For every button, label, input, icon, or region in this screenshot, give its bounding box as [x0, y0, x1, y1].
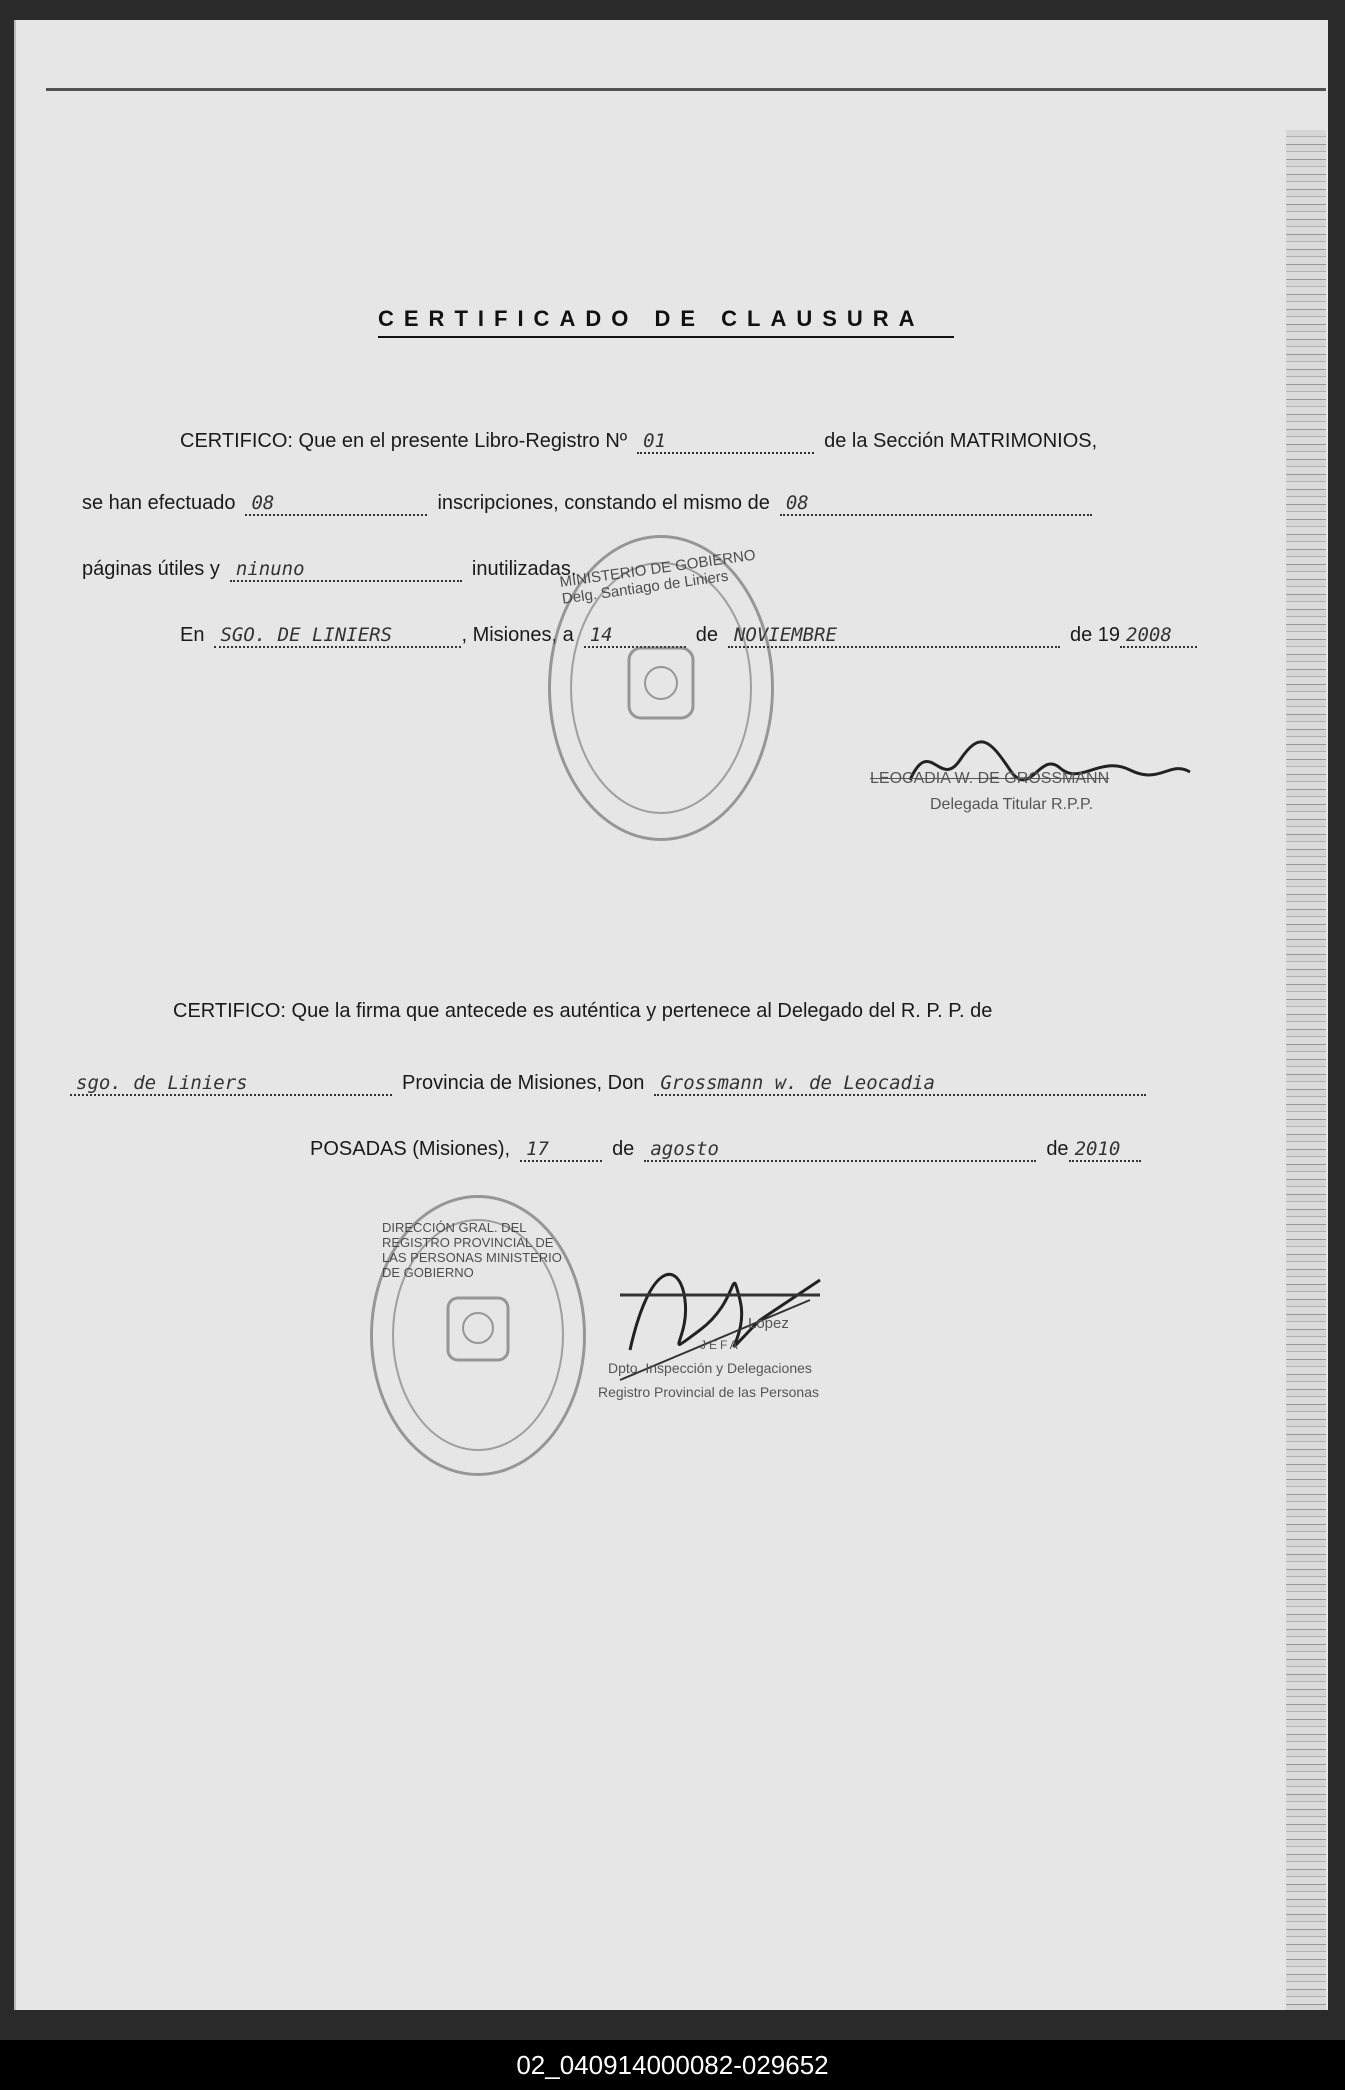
b1-line-1: [180, 430, 1097, 454]
b2-line-2: [70, 1072, 1146, 1096]
inscripciones-count: 08: [245, 492, 427, 516]
delegado-nombre: Grossmann w. de Leocadia: [654, 1072, 1146, 1096]
signer-1-name: LEOCADIA W. DE GROSSMANN: [870, 770, 1110, 787]
libro-number: 01: [637, 430, 814, 454]
b1-l2-prefix: se han efectuado: [82, 492, 236, 514]
mes-1: NOVIEMBRE: [728, 624, 1060, 648]
top-rule: [46, 88, 1326, 91]
b2-l2-middle: Provincia de Misiones, Don: [402, 1072, 645, 1094]
b1-l4-middle2: de: [695, 624, 718, 646]
b1-l4-middle1: , Misiones, a: [461, 624, 574, 646]
paginas-count: 08: [780, 492, 1092, 516]
dia-1: 14: [584, 624, 686, 648]
signer-2-dept-2: Registro Provincial de las Personas: [598, 1384, 819, 1400]
b1-l4-prefix: En: [180, 624, 205, 646]
signer-2-name: López: [748, 1315, 789, 1332]
stamp-2-text: DIRECCIÓN GRAL. DEL REGISTRO PROVINCIAL DE LAS PERSONAS MINISTERIO DE GOBIERNO: [382, 1220, 562, 1280]
b2-line-3: [310, 1138, 1141, 1162]
b1-l3-suffix: inutilizadas.: [471, 558, 577, 580]
stamp-1-text: MINISTERIO DE GOBIERNO Delg. Santiago de Liniers: [558, 546, 757, 608]
b1-line-2: [82, 492, 1092, 516]
b1-l1-suffix: de la Sección MATRIMONIOS,: [824, 430, 1098, 452]
b1-line-3: [82, 558, 576, 582]
document-title: CERTIFICADO DE CLAUSURA: [378, 306, 954, 338]
signer-2-title: JEFA: [700, 1338, 741, 1352]
b1-l2-middle: inscripciones, constando el mismo de: [437, 492, 770, 514]
dia-2: 17: [520, 1138, 602, 1162]
inutilizadas-count: ninuno: [230, 558, 462, 582]
b1-l4-middle3: de 19: [1069, 624, 1121, 646]
handwritten-signature-1: [900, 730, 1200, 800]
signer-2-dept-1: Dpto. Inspección y Delegaciones: [608, 1360, 812, 1376]
anio-1: 2008: [1120, 624, 1197, 648]
lugar-1: SGO. DE LINIERS: [214, 624, 461, 648]
scan-id-footer: 02_040914000082-029652: [0, 2040, 1345, 2090]
lugar-2: sgo. de Liniers: [70, 1072, 392, 1096]
binding-edge: [1286, 130, 1326, 2010]
b2-l3-suffix: de: [1046, 1138, 1069, 1160]
b1-l1-prefix: CERTIFICO: Que en el presente Libro-Registro Nº: [180, 430, 628, 452]
b2-l3-prefix: POSADAS (Misiones),: [310, 1138, 511, 1160]
anio-2: 2010: [1069, 1138, 1141, 1162]
mes-2: agosto: [644, 1138, 1036, 1162]
b2-line-1: [173, 1000, 992, 1023]
b2-l1: CERTIFICO: Que la firma que antecede es auténtica y pertenece al Delegado del R. P. P. de: [173, 1000, 993, 1022]
b2-l3-middle: de: [612, 1138, 635, 1160]
b1-l3-prefix: páginas útiles y: [82, 558, 220, 580]
handwritten-signature-2: [590, 1240, 830, 1400]
signer-1-role: Delegada Titular R.P.P.: [930, 796, 1094, 813]
